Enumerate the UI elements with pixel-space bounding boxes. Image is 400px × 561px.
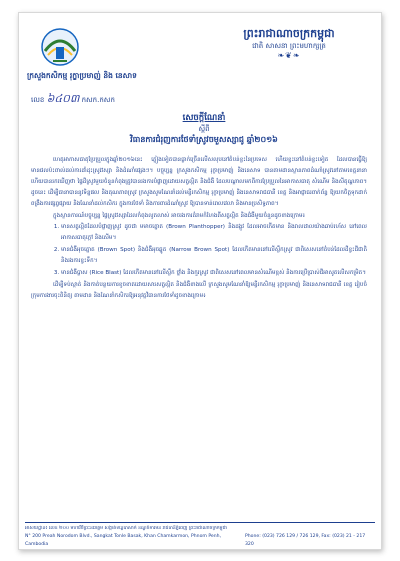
footer-phone: Phone: (023) 726 129 / 726 129, Fax: (023) 21 - 217 320 <box>245 534 366 547</box>
body-paragraph-2: ក្នុងស្ថានការណ៍បច្ចុប្បន្ន ផ្ទៃស្រូវវស្សាដែលកំពុងលូតលាស់ អាចរងការគំរាមកំហែងពីសត្វល្អិត និងជំងឺមួយចំនួនដូចខាងក្រោម៖ <box>53 212 306 219</box>
reference-number <box>31 94 115 105</box>
ministry-name: ក្រសួងកសិកម្ម រុក្ខាប្រមាញ់ និង នេសាទ <box>27 71 137 80</box>
reference-suffix: កសក.កសក <box>81 96 115 104</box>
document-page <box>18 12 382 550</box>
page-footer <box>25 522 375 549</box>
ornament-divider: ❧❦❧ <box>277 51 301 60</box>
title-line-3: វិធានការជំរុញការថែទាំស្រូវចមួសស្សាជូ ឆ្នាំ២០១៦ <box>130 135 278 144</box>
list-item: 2. មានជំងឺអុចត្នោត (Brown Spot) និងជំងឺអុចឆ្នូត (Narrow Brown Spot) ដែលកើតមាននៅលើស្លឹកស្រូវ ជាពិសេសនៅតំបន់ដែលដីខ្វះជីជាតិ និងរងការខ្វះទឹក។ <box>61 245 367 267</box>
reference-handwritten-number: ៦៤០៣ <box>46 92 80 105</box>
body-paragraph-3: ដើម្បីទប់ស្កាត់ និងកាត់បន្ថយការខូចខាតដោយសារសត្វល្អិត និងជំងឺខាងលើ ក្រសួងសូមណែនាំឱ្យមន្ទីរកសិកម្ម រុក្ខាប្រមាញ់ និងនេសាទរាជធានី ខេត្ត រៀបចំក្រុមការងារចុះពិនិត្យ តាមដាន និងណែនាំកសិករឱ្យអនុវត្តវិធានការថែទាំដូចខាងក្រោម៖ <box>31 281 367 299</box>
title-line-2: ស្តីពី <box>198 125 210 133</box>
pest-list <box>31 222 367 279</box>
state-header <box>214 27 364 60</box>
reference-prefix: លេខ <box>31 96 45 104</box>
ministry-emblem-icon <box>39 27 81 67</box>
footer-address-khmer: អាសយដ្ឋាន៖ លេខ ២០០ មហាវិថីព្រះនរោត្តម សង្កាត់ទន្លេបាសាក់ ខណ្ឌចំការមន រាជធានីភ្នំពេញ ព្រះរាជាណាចក្រកម្ពុជា <box>25 526 227 531</box>
national-motto: ជាតិ សាសនា ព្រះមហាក្សត្រ <box>252 42 326 50</box>
list-item: 3. មានជំងឺប្លាស (Rice Blast) ដែលកើតមាននៅលើស្លឹក ថ្នាំង និងកួរស្រូវ ជាពិសេសនៅពេលមានសំណើមខ្ពស់ និងការប្រើប្រាស់ជីអាសូតលើសកម្រិត។ <box>61 268 367 279</box>
document-title <box>59 113 349 145</box>
body-paragraph-1: ហេតុអាកាសធាតុប្រែប្រួលក្នុងឆ្នាំ២០១៦នេះ ភ្លៀងទៀតបានធ្លាក់ច្រើនលើសលុបនៅតំបន់ខ្លះនៃប្រទេស ហើយខ្វះនៅតំបន់ខ្លះទៀត ដែលបានធ្វើឱ្យមានផលប៉ះពាល់ដល់ការដាំដុះស្រូវវស្សា និងដំណាំផ្សេងៗ។ បច្ចុប្បន្ន ក្រសួងកសិកម្ម រុក្ខាប្រមាញ់ និងនេសាទ បានតាមដានស្ថានភាពដំណាំស្រូវនៅតាមខេត្តនានា ហើយបានរកឃើញថា ផ្ទៃដីស្រូវមួយចំនួនកំពុងត្រូវបានរងការបំផ្លាញដោយសត្វល្អិត និងជំងឺ ដែលបណ្តាលមកពីការប្រែប្រួលនៃអាកាសធាតុ សំណើម និងសីតុណ្ហភាព។ ដូចនេះ ដើម្បីធានាបាននូវទិន្នផល និងគុណភាពស្រូវ ក្រសួងសូមណែនាំដល់មន្ទីរកសិកម្ម រុក្ខាប្រមាញ់ និងនេសាទរាជធានី ខេត្ត និងអាជ្ញាធរពាក់ព័ន្ធ ឱ្យយកចិត្តទុកដាក់ ពង្រឹងការផ្សព្វផ្សាយ និងណែនាំដល់កសិករ ក្នុងការថែទាំ និងការពារដំណាំស្រូវ ឱ្យបានទាន់ពេលវេលា និងមានប្រសិទ្ធភាព។ <box>31 157 367 207</box>
list-item: 1. មានសត្វល្អិតដែលបំផ្លាញស្រូវ ដូចជា មមាចត្នោត (Brown Planthopper) និងដង្កូវ ដែលអាចកើតមាន និងរាលដាលយ៉ាងឆាប់រហ័ស នៅពេលអាកាសធាតុក្តៅ និងសើម។ <box>61 222 367 244</box>
footer-contact-line <box>25 533 375 549</box>
kingdom-title: ព្រះរាជាណាចក្រកម្ពុជា <box>243 27 335 40</box>
title-line-1: សេចក្តីណែនាំ <box>182 113 226 123</box>
footer-address-english: N° 200 Preah Norodom Blvd., Sangkat Tonle Basak, Khan Chamkarmon, Phnom Penh, Cambodia <box>25 534 222 547</box>
document-body <box>31 155 367 303</box>
